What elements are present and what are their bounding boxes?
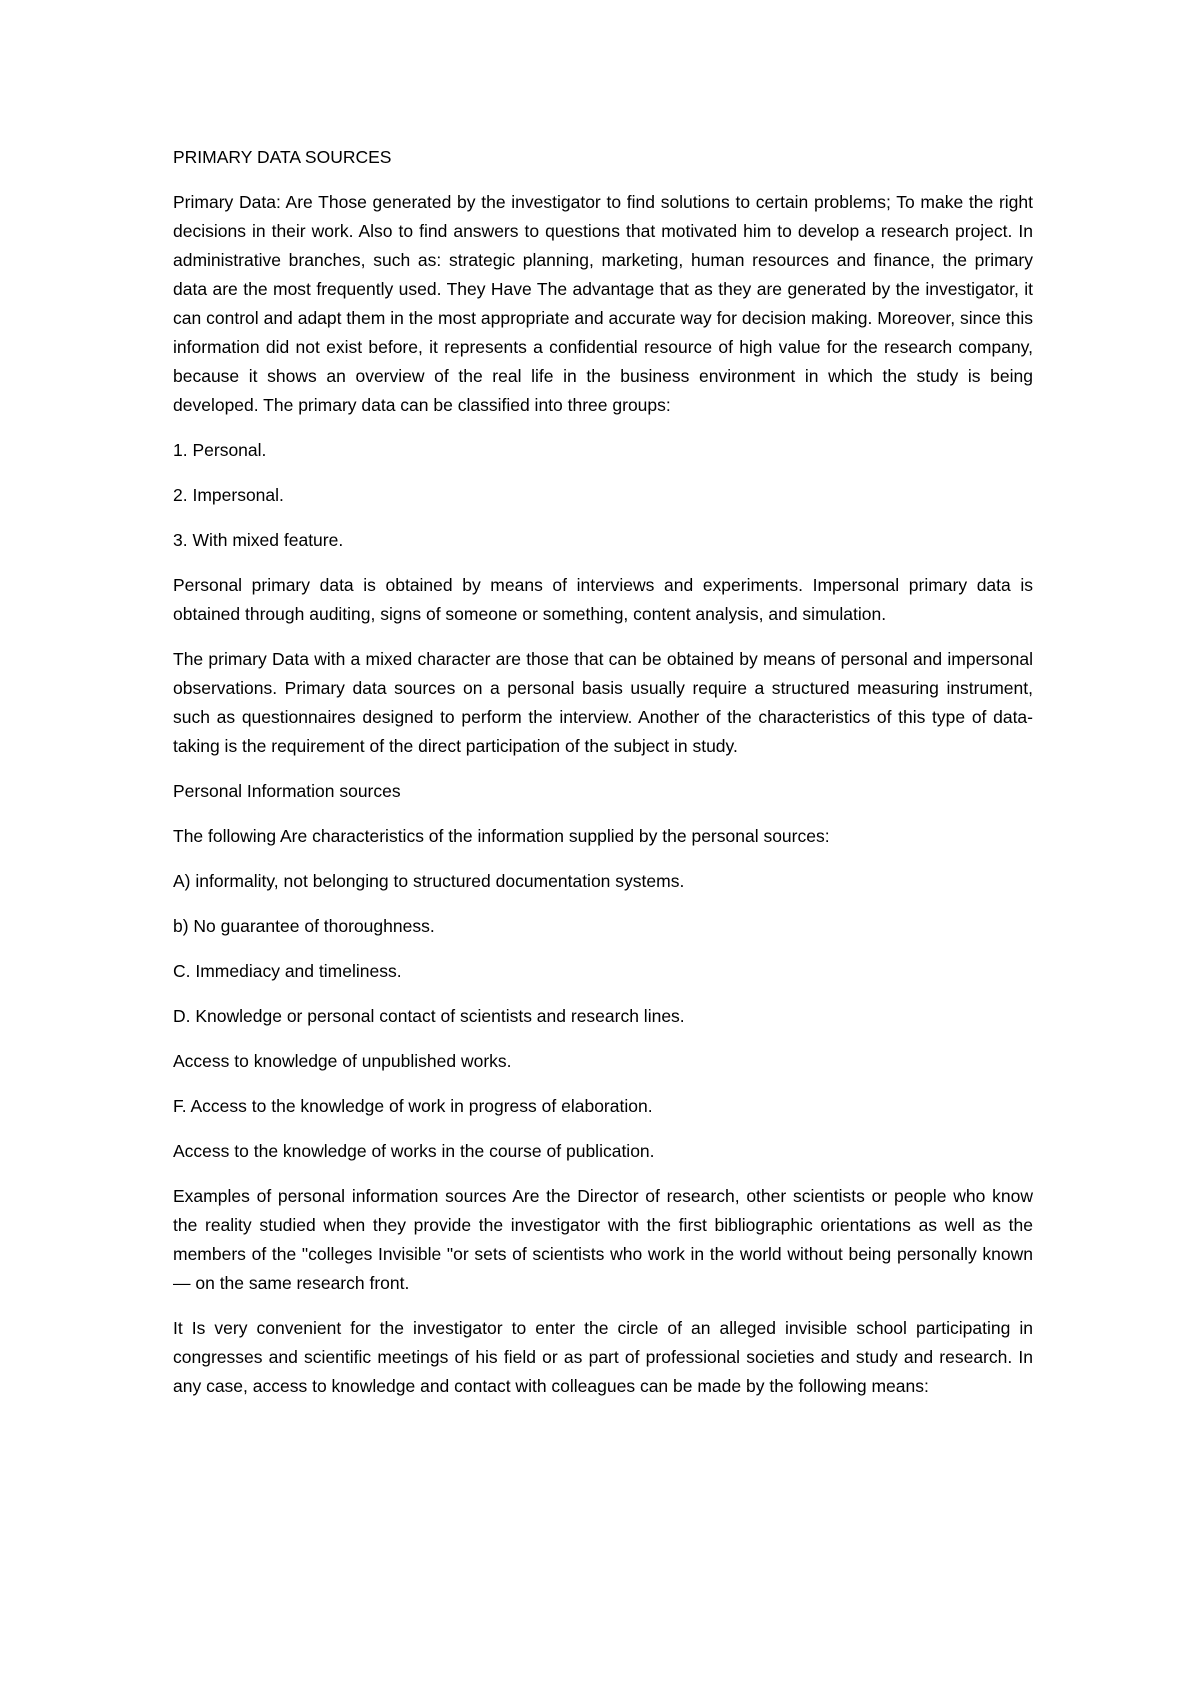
list-item-mixed-feature: 3. With mixed feature. xyxy=(173,530,344,550)
paragraph-examples: Examples of personal information sources Are the Director of research, other scientists or people who know the reality studied when they provide the investigator with the first bibliographic orientations as well as the members of the "colleges Invisible "or sets of scientists who work in the world without being personally known — on the same research front. xyxy=(173,1186,1033,1293)
paragraph-mixed-character: The primary Data with a mixed character are those that can be obtained by means of personal and impersonal observations. Primary data sources on a personal basis usually require a structured measuring instrument, such as questionnaires designed to perform the interview. Another of the characteristics of this type of data-taking is the requirement of the direct participation of the subject in study. xyxy=(173,649,1033,756)
characteristic-item-c: C. Immediacy and timeliness. xyxy=(173,961,402,981)
document-body xyxy=(173,143,1033,1417)
paragraph-characteristics-intro: The following Are characteristics of the information supplied by the personal sources: xyxy=(173,826,830,846)
paragraph-primary-data-definition: Primary Data: Are Those generated by the investigator to find solutions to certain problems; To make the right decisions in their work. Also to find answers to questions that motivated him to develop a research project. In administrative branches, such as: strategic planning, marketing, human resources and finance, the primary data are the most frequently used. They Have The advantage that as they are generated by the investigator, it can control and adapt them in the most appropriate and accurate way for decision making. Moreover, since this information did not exist before, it represents a confidential resource of high value for the research company, because it shows an overview of the real life in the business environment in which the study is being developed. The primary data can be classified into three groups: xyxy=(173,192,1033,415)
section-heading-personal-sources: Personal Information sources xyxy=(173,781,401,801)
paragraph-personal-impersonal: Personal primary data is obtained by means of interviews and experiments. Impersonal primary data is obtained through auditing, signs of someone or something, content analysis, and simulation. xyxy=(173,575,1033,624)
document-title: PRIMARY DATA SOURCES xyxy=(173,147,392,167)
characteristic-item-unpublished: Access to knowledge of unpublished works. xyxy=(173,1051,512,1071)
list-item-impersonal: 2. Impersonal. xyxy=(173,485,284,505)
characteristic-item-a: A) informality, not belonging to structured documentation systems. xyxy=(173,871,685,891)
characteristic-item-f: F. Access to the knowledge of work in progress of elaboration. xyxy=(173,1096,653,1116)
characteristic-item-publication: Access to the knowledge of works in the course of publication. xyxy=(173,1141,655,1161)
paragraph-invisible-school: It Is very convenient for the investigator to enter the circle of an alleged invisible school participating in congresses and scientific meetings of his field or as part of professional societies and study and research. In any case, access to knowledge and contact with colleagues can be made by the following means: xyxy=(173,1318,1033,1396)
characteristic-item-b: b) No guarantee of thoroughness. xyxy=(173,916,435,936)
characteristic-item-d: D. Knowledge or personal contact of scientists and research lines. xyxy=(173,1006,685,1026)
list-item-personal: 1. Personal. xyxy=(173,440,267,460)
